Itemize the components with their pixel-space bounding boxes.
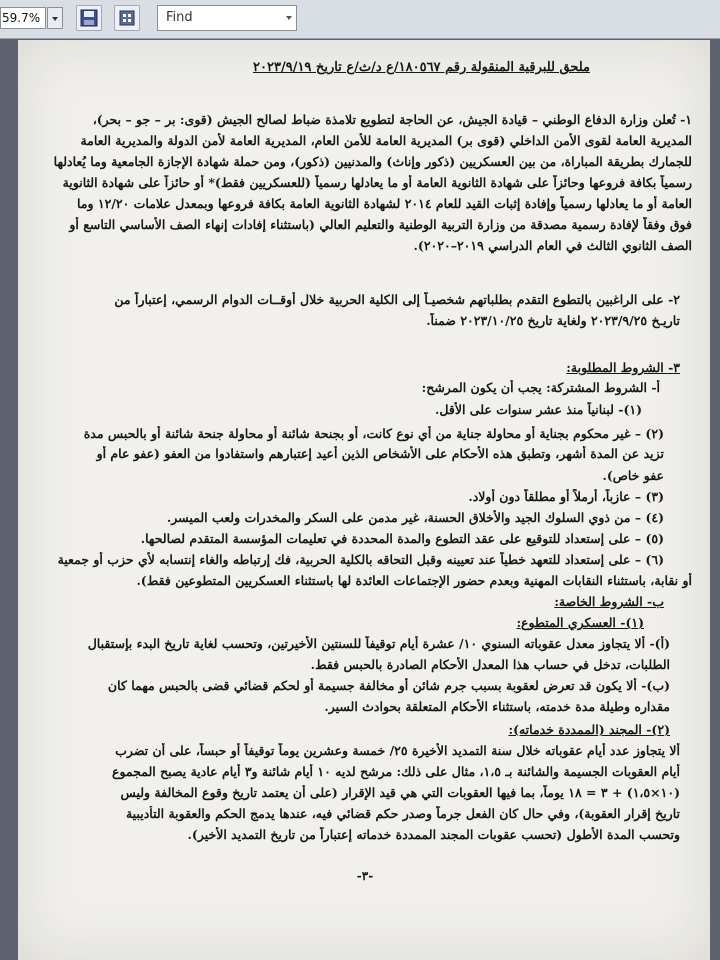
military-a-line-2: الطلبات، تدخل في حساب هذا المعدل الأحكام الصادرة بالحبس فقط. xyxy=(310,657,670,672)
extended-line-2: أيام العقوبات الجسيمة والشائنة بـ ١،٥، مثال على ذلك: مرشح لديه ١٠ أيام شائنة و٣ أيام عادية يصبح المجموع xyxy=(112,764,680,779)
zoom-level-input[interactable]: 59.7% xyxy=(0,7,46,29)
military-b-line-1: (ب)- ألا يكون قد تعرض لعقوبة بسبب جرم شائن أو مخالفة جسيمة أو لحكم قضائي قضى بالحبس مهما كان xyxy=(107,678,670,693)
extended-title: (٢)- المجند (الممددة خدماته): xyxy=(508,722,670,737)
common-condition-5: (٥) – على إستعداد للتوقيع على عقد التطوع والمدة المحددة في تعليمات المؤسسة المتقدم لصالحها. xyxy=(140,531,664,546)
print-button[interactable] xyxy=(114,5,140,31)
find-dropdown-icon[interactable] xyxy=(286,16,292,20)
p2-line-2: تاريـخ ٢٠٢٣/٩/٢٥ ولغاية تاريخ ٢٠٢٣/١٠/٢٥ ضمناً. xyxy=(426,313,680,328)
common-conditions-title: أ- الشروط المشتركة: يجب أن يكون المرشح: xyxy=(421,380,660,395)
zoom-dropdown-icon[interactable] xyxy=(47,7,63,29)
common-condition-4: (٤) – من ذوي السلوك الجيد والأخلاق الحسنة، غير مدمن على السكر والمخدرات ولعب الميسر. xyxy=(166,510,664,525)
find-placeholder: Find xyxy=(166,10,193,25)
extended-line-3: (١٠×١،٥) + ٣ = ١٨ يوماً، بما فيها العقوبات التي هي قيد الإقرار (على أن يعتمد تاريخ وقوع المخالفة وليس xyxy=(120,785,680,800)
common-condition-6: (٦) – على إستعداد للتعهد خطياً عند تعيينه وقبل التحاقه بالكلية الحربية، فك إرتباطه والغاء إنتسابه لأي حزب أو جمعية xyxy=(57,552,664,567)
pdf-toolbar xyxy=(0,0,720,39)
special-conditions-title: ب- الشروط الخاصة: xyxy=(554,594,664,609)
p1-line-5: العامة أو ما يعادلها رسمياً وإفادة إثبات القيد للعام ٢٠١٤ لشهادة الثانوية العامة بكافة فروعها وبمعدل علامات ١٢/٢٠ وما xyxy=(76,196,692,211)
military-b-line-2: مقداره وطيلة مدة خدمته، باستثناء الأحكام المتعلقة بحوادث السير. xyxy=(324,699,670,714)
extended-line-1: ألا يتجاوز عدد أيام عقوباته خلال سنة التمديد الأخيرة ٢٥/ خمسة وعشرين يوماً توقيفاً أو حبساً، على أن تضرب xyxy=(115,743,680,758)
military-title: (١)- العسكري المتطوع: xyxy=(516,615,644,630)
save-icon xyxy=(80,9,98,27)
p1-line-1: ١- تُعلن وزارة الدفاع الوطني – قيادة الجيش، عن الحاجة لتطويع تلامذة ضباط لصالح الجيش (قوى: بر – جو – بحر)، xyxy=(92,112,692,127)
military-a-line-1: (أ)- ألا يتجاوز معدل عقوباته السنوي ١٠/ عشرة أيام توقيفاً للسنتين الأخيرتين، وتحسب لغاية تاريخ البدء بإستقبال xyxy=(87,636,670,651)
extended-line-4: تاريخ إقرار العقوبة)، وفي حال كان الفعل جرماً وصدر حكم قضائي فيه، عندها يدمج الحكم والعقوبة التأديبية xyxy=(125,806,680,821)
document-page xyxy=(18,40,710,960)
p1-line-2: المديرية العامة لقوى الأمن الداخلي (قوى بر) المديرية العامة للأمن العام، المديرية العامة لأمن الدولة والمديرية العامة xyxy=(80,133,692,148)
document-text xyxy=(18,40,710,960)
document-header: ملحق للبرقية المنقولة رقم ١٨٠٥٦٧/ع د/ث/ع تاريخ ٢٠٢٣/٩/١٩ xyxy=(253,60,590,75)
common-condition-2-end: عفو خاص). xyxy=(602,468,664,483)
p1-line-7: الصف الثانوي الثالث في العام الدراسي ٢٠١٩–٢٠٢٠). xyxy=(413,238,692,253)
p1-line-6: فوق وفقاً لإفادة رسمية مصدقة من وزارة التربية الوطنية والتعليم العالي (باستثناء إفادات إنهاء الصف الأساسي التاسع أو xyxy=(69,217,692,232)
common-condition-1: (١)- لبنانياً منذ عشر سنوات على الأقل. xyxy=(435,402,642,417)
extended-line-5: وتحسب المدة الأطول (تحسب عقوبات المجند الممددة خدماته إعتباراً من تاريخ التمديد الأخير). xyxy=(187,827,680,842)
print-icon xyxy=(118,9,136,27)
common-condition-2-cont: تزيد عن المدة أشهر، وتطبق هذه الأحكام على الأشخاص الذين أعيد إعتبارهم واستفادوا من العفو (عفو عام أو xyxy=(96,446,664,461)
common-condition-6-cont: أو نقابة، باستثناء النقابات المهنية وبعدم حضور الإجتماعات العائدة لها باستثناء العسكريين المتطوعين فقط). xyxy=(136,573,692,588)
save-button[interactable] xyxy=(76,5,102,31)
p2-line-1: ٢- على الراغبين بالتطوع التقدم بطلباتهم شخصيـاً إلى الكلية الحربية خلال أوقــات الدوام الرسمي، إعتباراً من xyxy=(114,292,680,307)
common-condition-3: (٣) – عازباً، أرملاً أو مطلقاً دون أولاد. xyxy=(468,489,664,504)
section-3-title: ٣- الشروط المطلوبة: xyxy=(566,360,680,375)
find-input[interactable] xyxy=(157,5,297,31)
p1-line-4: رسمياً بكافة فروعها وحائزاً على شهادة الثانوية العامة أو ما يعادلها رسمياً (للعسكريين فقط)* أو حائزاً على شهادة الثانوية xyxy=(62,175,692,190)
page-number: -٣- xyxy=(356,869,374,883)
p1-line-3: للجمارك بطريقة المباراة، من بين العسكريين (ذكور وإناث) والمدنيين (ذكور)، ومن حملة شهادة الإجازة الجامعية وما يُعادلها xyxy=(53,154,692,169)
common-condition-2: (٢) – غير محكوم بجناية أو محاولة جناية من أي نوع كانت، أو بجنحة شائنة أو محاولة جنحة شائنة أو بالحبس مدة xyxy=(83,426,664,441)
